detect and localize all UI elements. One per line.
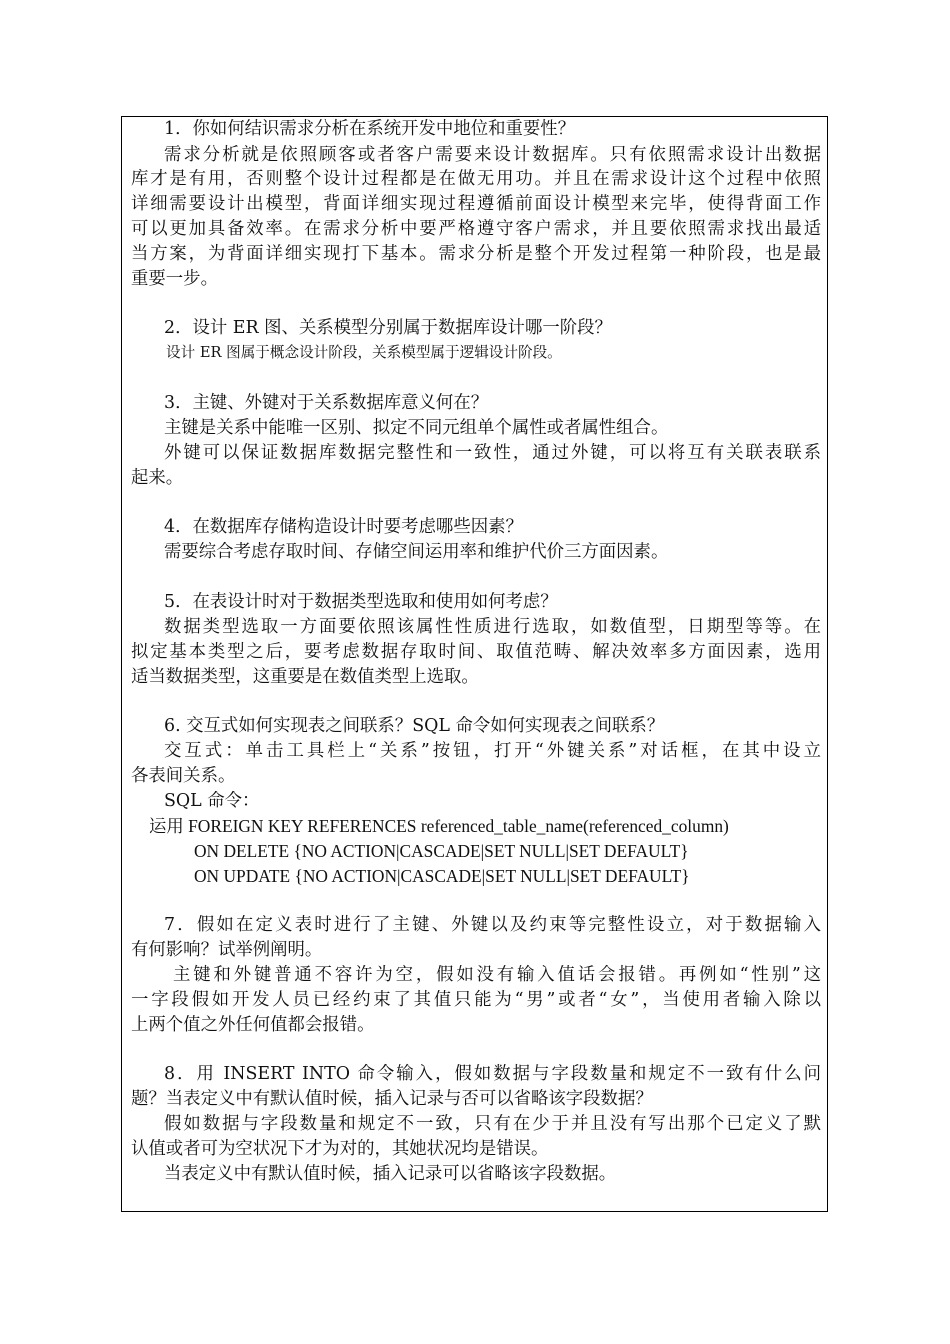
question-1-title: 1．你如何结识需求分析在系统开发中地位和重要性？: [164, 119, 576, 139]
answer-3-line: 起来。: [131, 468, 184, 488]
question-7-title: 7．假如在定义表时进行了主键、外键以及约束等完整性设立，对于数据输入: [164, 915, 821, 935]
question-2-title: 2．设计 ER 图、关系模型分别属于数据库设计哪一阶段？: [164, 318, 612, 338]
answer-1-line: 当方案，为背面详细实现打下基本。需求分析是整个开发过程第一种阶段，也是最: [131, 244, 821, 264]
answer-1-line: 详细需要设计出模型，背面详细实现过程遵循前面设计模型来完毕，使得背面工作: [131, 194, 821, 214]
sql-code-line: ON UPDATE {NO ACTION|CASCADE|SET NULL|SET DEFAULT}: [194, 866, 690, 886]
answer-8-line: 当表定义中有默认值时候，插入记录可以省略该字段数据。: [164, 1164, 617, 1184]
answer-4-text: 需要综合考虑存取时间、存储空间运用率和维护代价三方面因素。: [164, 542, 669, 562]
answer-1-line: 库才是有用，否则整个设计过程都是在做无用功。并且在需求设计这个过程中依照: [131, 169, 821, 189]
answer-7-line: 一字段假如开发人员已经约束了其值只能为“男”或者“女”，当使用者输入除以: [131, 990, 821, 1010]
sql-code-line: 运用 FOREIGN KEY REFERENCES referenced_table_name(referenced_column): [149, 816, 729, 836]
answer-3-line: 外键可以保证数据库数据完整性和一致性，通过外键，可以将互有关联表联系: [164, 443, 821, 463]
sql-code-line: ON DELETE {NO ACTION|CASCADE|SET NULL|SET DEFAULT}: [194, 841, 689, 861]
question-7-title: 有何影响？试举例阐明。: [131, 940, 323, 960]
question-3-title: 3．主键、外键对于关系数据库意义何在？: [164, 393, 489, 413]
answer-6-line: SQL 命令：: [164, 791, 260, 811]
question-4-title: 4．在数据库存储构造设计时要考虑哪些因素？: [164, 517, 523, 537]
answer-1-line: 重要一步。: [131, 269, 218, 289]
answer-5-line: 适当数据类型，这重要是在数值类型上选取。: [131, 667, 479, 687]
answer-1-line: 可以更加具备效率。在需求分析中要严格遵守客户需求，并且要依照需求找出最适: [131, 219, 821, 239]
answer-8-line: 假如数据与字段数量和规定不一致，只有在少于并且没有写出那个已定义了默: [164, 1114, 821, 1134]
answer-1-line: 需求分析就是依照顾客或者客户需要来设计数据库。只有依照需求设计出数据: [164, 145, 821, 165]
question-8-title: 题？当表定义中有默认值时候，插入记录与否可以省略该字段数据？: [131, 1089, 653, 1109]
answer-5-line: 数据类型选取一方面要依照该属性性质进行选取，如数值型，日期型等等。在: [164, 617, 821, 637]
question-5-title: 5．在表设计时对于数据类型选取和使用如何考虑？: [164, 592, 558, 612]
answer-7-line: 主键和外键普通不容许为空，假如没有输入值话会报错。再例如“性别”这: [173, 965, 821, 985]
answer-2-text: 设计 ER 图属于概念设计阶段，关系模型属于逻辑设计阶段。: [166, 344, 562, 361]
answer-3-line: 主键是关系中能唯一区别、拟定不同元组单个属性或者属性组合。: [164, 418, 669, 438]
answer-7-line: 上两个值之外任何值都会报错。: [131, 1015, 375, 1035]
answer-8-line: 认值或者可为空状况下才为对的，其她状况均是错误。: [131, 1139, 549, 1159]
question-6-title: 6. 交互式如何实现表之间联系？SQL 命令如何实现表之间联系？: [164, 716, 665, 736]
answer-6-line: 交互式：单击工具栏上“关系”按钮，打开“外键关系”对话框，在其中设立: [164, 741, 821, 761]
answer-6-line: 各表间关系。: [131, 766, 236, 786]
question-8-title: 8．用 INSERT INTO 命令输入，假如数据与字段数量和规定不一致有什么问: [164, 1064, 821, 1084]
answer-5-line: 拟定基本类型之后，要考虑数据存取时间、取值范畴、解决效率多方面因素，选用: [131, 642, 821, 662]
